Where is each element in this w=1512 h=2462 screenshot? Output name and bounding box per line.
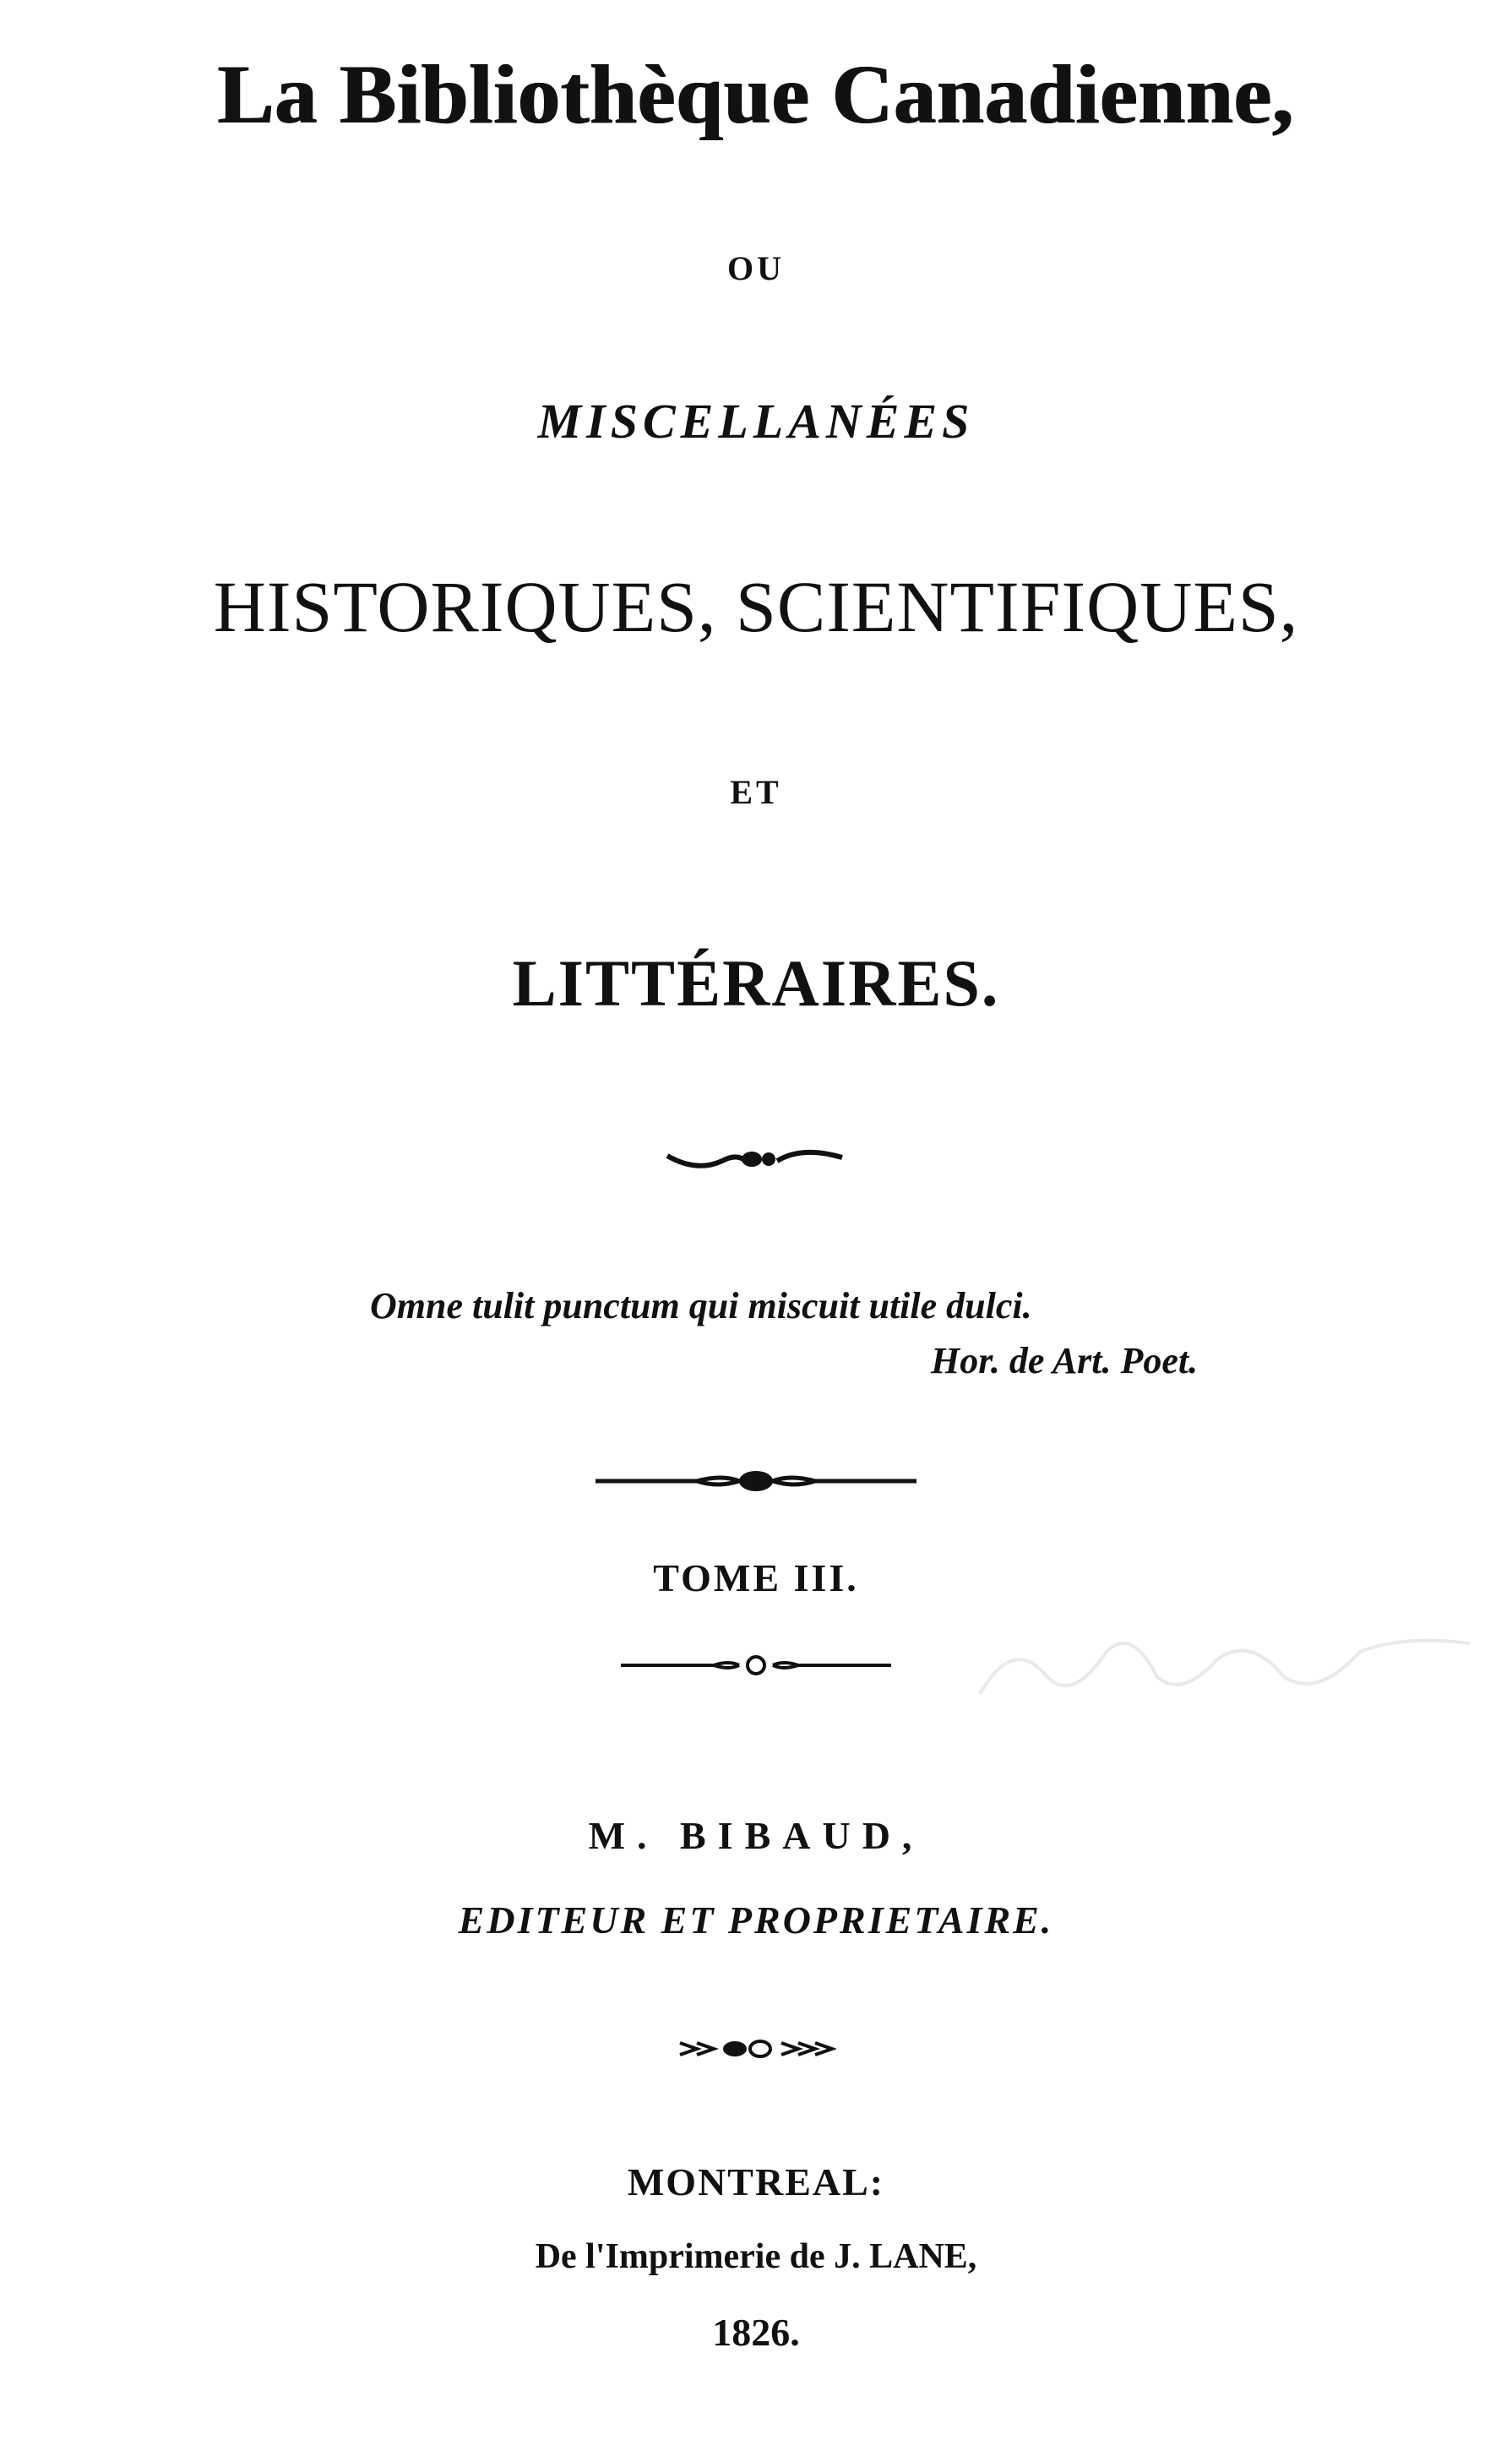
ornament-flourish <box>0 1141 1512 1174</box>
ornament-small-flourish <box>0 2036 1512 2062</box>
connector-ou: OU <box>727 249 785 287</box>
subtitle-litteraires: LITTÉRAIRES. <box>512 946 1000 1020</box>
subtitle-historiques-scientifiques: HISTORIQUES, SCIENTIFIQUES, <box>213 566 1299 647</box>
main-title: La Bibliothèque Canadienne, <box>217 47 1295 141</box>
editor-role: EDITEUR ET PROPRIETAIRE. <box>458 1898 1054 1942</box>
epigraph-source: Hor. de Art. Poet. <box>931 1340 1199 1381</box>
imprint-printer: De l'Imprimerie de J. LANE, <box>535 2237 977 2276</box>
editor-name: M. BIBAUD, <box>588 1814 924 1857</box>
volume-number: TOME III. <box>653 1556 859 1599</box>
epigraph-motto: Omne tulit punctum qui miscuit utile dulci. <box>370 1285 1032 1326</box>
imprint-year: 1826. <box>712 2311 800 2354</box>
imprint-city: MONTREAL: <box>627 2160 885 2203</box>
connector-et: ET <box>730 773 782 811</box>
faint-signature-stamp <box>963 1618 1487 1711</box>
ornament-rule-top <box>0 1466 1512 1496</box>
subtitle-miscellanees: MISCELLANÉES <box>537 394 975 449</box>
